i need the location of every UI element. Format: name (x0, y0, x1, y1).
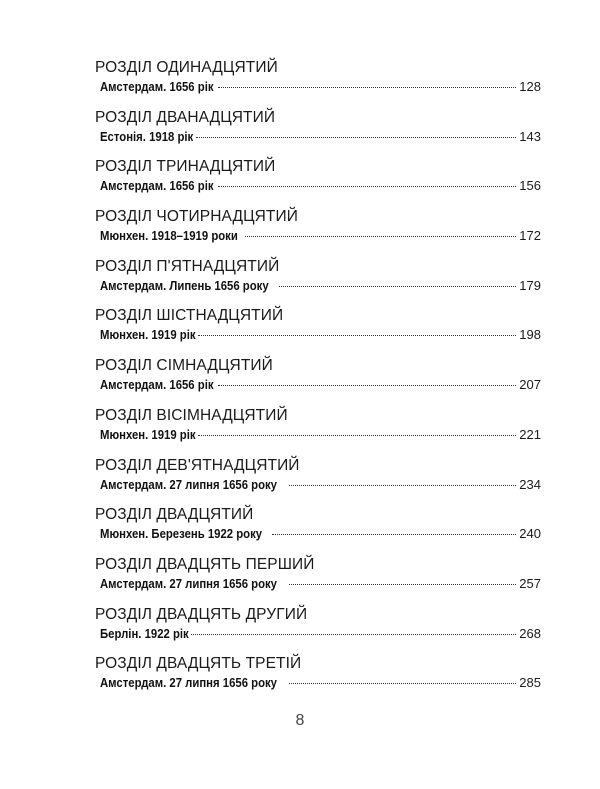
dot-leader (218, 385, 516, 386)
chapter-subtitle: Амстердам. 1656 рік (100, 80, 214, 94)
page-ref: 156 (519, 178, 541, 194)
dot-leader (272, 534, 516, 535)
chapter-subtitle: Амстердам. 27 липня 1656 року (100, 676, 277, 691)
dot-leader (198, 435, 516, 436)
toc-line (95, 178, 541, 194)
toc-line (95, 675, 541, 691)
chapter-title: РОЗДІЛ ДВАДЦЯТЬ ТРЕТІЙ (95, 655, 302, 673)
toc-line (95, 576, 541, 592)
toc-line (95, 278, 541, 294)
toc-line (95, 427, 541, 443)
chapter-subtitle: Мюнхен. 1919 рік (100, 427, 196, 442)
dot-leader (218, 87, 516, 88)
page-ref: 240 (519, 526, 541, 542)
toc-entry (95, 606, 541, 656)
chapter-title: РОЗДІЛ ОДИНАДЦЯТИЙ (95, 59, 278, 76)
toc-line (95, 626, 541, 642)
dot-leader (196, 137, 517, 138)
chapter-subtitle: Мюнхен. Березень 1922 року (100, 527, 263, 542)
chapter-subtitle: Амстердам. 1656 рік (100, 378, 214, 393)
chapter-title: РОЗДІЛ ТРИНАДЦЯТИЙ (95, 158, 276, 176)
chapter-title: РОЗДІЛ ДЕВ'ЯТНАДЦЯТИЙ (95, 456, 300, 474)
chapter-title: РОЗДІЛ ЧОТИРНАДЦЯТИЙ (95, 208, 298, 226)
toc-entry (95, 307, 541, 357)
toc-entry (95, 208, 541, 258)
chapter-title: РОЗДІЛ ВІСІМНАДЦЯТИЙ (95, 406, 288, 424)
toc-entry (95, 556, 541, 606)
table-of-contents (95, 59, 541, 705)
dot-leader (198, 335, 516, 336)
dot-leader (218, 186, 516, 187)
page-ref: 143 (519, 128, 541, 144)
page-ref: 257 (519, 575, 541, 591)
toc-line (95, 377, 541, 393)
toc-line (95, 79, 541, 95)
chapter-title: РОЗДІЛ ДВАДЦЯТИЙ (95, 506, 254, 524)
chapter-subtitle: Мюнхен. 1918–1919 роки (100, 229, 238, 244)
toc-entry (95, 506, 541, 556)
page-ref: 268 (519, 625, 541, 641)
toc-entry (95, 357, 541, 407)
chapter-title: РОЗДІЛ ДВАДЦЯТЬ ПЕРШИЙ (95, 555, 315, 573)
toc-line (95, 327, 541, 343)
chapter-subtitle: Мюнхен. 1919 рік (100, 328, 196, 343)
chapter-subtitle: Амстердам. 27 липня 1656 року (100, 576, 277, 591)
chapter-title: РОЗДІЛ СІМНАДЦЯТИЙ (95, 357, 273, 375)
chapter-subtitle: Амстердам. 27 липня 1656 року (100, 477, 277, 492)
toc-entry (95, 258, 541, 308)
chapter-title: РОЗДІЛ ШІСТНАДЦЯТИЙ (95, 307, 284, 325)
chapter-subtitle: Берлін. 1922 рік (100, 626, 189, 641)
page-number: 8 (295, 712, 305, 729)
toc-entry (95, 457, 541, 507)
toc-entry (95, 407, 541, 457)
chapter-title: РОЗДІЛ ДВАНАДЦЯТИЙ (95, 108, 276, 126)
toc-line (95, 526, 541, 542)
toc-entry (95, 59, 541, 109)
page-ref: 221 (519, 426, 541, 442)
chapter-subtitle: Естонія. 1918 рік (100, 129, 194, 144)
dot-leader (245, 236, 516, 237)
dot-leader (191, 634, 517, 635)
page-ref: 128 (519, 79, 541, 94)
page-ref: 207 (519, 377, 541, 393)
toc-entry (95, 655, 541, 705)
dot-leader (289, 584, 517, 585)
chapter-title: РОЗДІЛ П'ЯТНАДЦЯТИЙ (95, 257, 280, 275)
chapter-title: РОЗДІЛ ДВАДЦЯТЬ ДРУГИЙ (95, 605, 308, 623)
dot-leader (289, 485, 517, 486)
chapter-subtitle: Амстердам. 1656 рік (100, 179, 214, 194)
page-ref: 234 (519, 476, 541, 492)
dot-leader (279, 286, 516, 287)
toc-line (95, 228, 541, 244)
page-ref: 198 (519, 327, 541, 343)
toc-line (95, 129, 541, 145)
toc-entry (95, 109, 541, 159)
page-ref: 179 (519, 277, 541, 293)
page-ref: 285 (519, 675, 541, 691)
toc-line (95, 477, 541, 493)
toc-entry (95, 158, 541, 208)
page-ref: 172 (519, 228, 541, 244)
chapter-subtitle: Амстердам. Липень 1656 року (100, 278, 269, 293)
dot-leader (289, 683, 517, 684)
